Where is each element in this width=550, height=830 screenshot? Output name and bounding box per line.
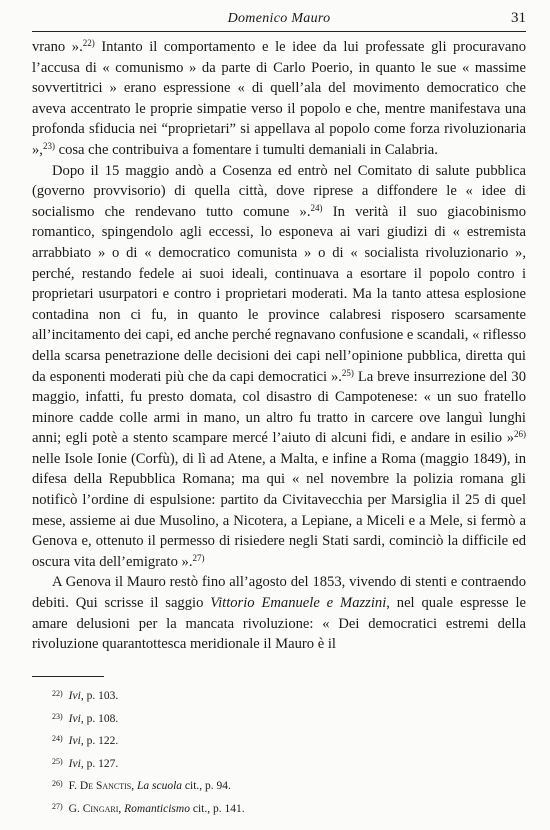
footnote-ref: 23) — [42, 140, 55, 151]
header-rule — [32, 31, 526, 32]
text-run: La breve insurrezione del 30 maggio, infatti, fu presto domata, col disastro di Campotenese: « un suo fratello minore cadde colle armi in mano, un altro fu tratto in carcere ove languì lunghi anni; egli potè a stento scampare mercé l’aiuto di alcuni fidi, e andare in esilio » — [32, 368, 526, 447]
footnote-rule — [32, 676, 104, 677]
footnote-number: 27) — [52, 801, 63, 811]
footnote-source: Ivi — [68, 735, 81, 748]
footnote-details: , p. 127. — [80, 757, 119, 770]
paragraph — [32, 572, 526, 654]
footnote-author: F. De Sanctis — [68, 780, 132, 793]
footnote-ref: 27) — [192, 552, 205, 563]
running-head: Domenico Mauro — [227, 11, 331, 26]
footnote-ref: 25) — [341, 367, 354, 378]
text-run: Dopo il 15 maggio andò a Cosenza ed entrò nel Comitato di salute pubblica (governo provvisorio) di quella città, dove riprese a diffondere le « idee di socialismo che rendevano tutto comune ». — [32, 162, 526, 220]
text-run: In verità il suo giacobinismo romantico, spingendolo agli eccessi, lo esponeva ai vari giudizi di « estremista arrabbiato » o di « democratico comunista » o di « socialista rivoluzionario », perché, restando fedele ai suoi ideali, continuava a esortare il popolo contro i proprietari usurpatori e contro i proprietari moderati. Ma la tanto attesa esplosione contadina non ci fu, in quanto le province calabresi risposero scarsamente all’incitamento dei capi, ed anche perché regnavano confusione e scandali, « riflesso della scarsa penetrazione delle decisioni dei capi nell’opinione pubblica, diretta qui da esponenti moderati più che da capi democratici ». — [32, 203, 527, 385]
text-run: Intanto il comportamento e le idee da lui professate gli procuravano l’accusa di « comunismo » da parte di Carlo Poerio, in quanto le sue « massime sovvertitrici » erano espressione « di quell’ala del movimento democratico che aveva accentrato le proprie simpatie verso il popolo e che, mentre manifestava una profonda sfiducia nei “proprietari” si appellava al popolo come forza rivoluzionaria », — [32, 39, 526, 158]
footnote-details: , p. 103. — [80, 690, 119, 702]
footnote — [52, 752, 512, 775]
footnote — [52, 707, 512, 730]
footnote: $^{27)}$ G. Cingari, Romanticismo cit., p. 141. — [52, 801, 245, 815]
footnote-number: 22) — [52, 689, 63, 698]
italic-title: Vittorio Emanuele e Mazzini — [210, 595, 387, 612]
footnote-source: Ivi — [68, 712, 81, 725]
footnote-source: Romanticismo — [124, 802, 190, 815]
body-text — [32, 37, 526, 655]
text-run: cosa che contribuiva a fomentare i tumulti demaniali in Calabria. — [54, 141, 438, 158]
footnote — [52, 684, 512, 707]
footnote-details: , p. 108. — [80, 712, 119, 725]
text-run: , nel quale espresse le amare delusioni per la mancata rivoluzione: « Dei democratici estremi della rivoluzione quarantottesca meridionale il Mauro è il — [32, 595, 526, 653]
text-run: A Genova il Mauro restò fino all’agosto del 1853, vivendo di stenti e contraendo debiti. Qui scrisse il saggio — [32, 574, 526, 612]
page-header — [32, 8, 526, 32]
footnote-details: cit., p. 94. — [182, 780, 231, 793]
footnote-details: , p. 122. — [80, 735, 119, 748]
footnote-source: La scuola — [137, 780, 183, 793]
footnote-number: 25) — [52, 756, 63, 766]
footnote-ref: 26) — [514, 429, 526, 440]
footnote-number: 26) — [52, 779, 63, 789]
paragraph — [32, 37, 526, 161]
page-number: 31 — [511, 10, 526, 26]
footnote-number: 24) — [52, 734, 63, 744]
footnote-source: Ivi — [68, 690, 81, 702]
footnote — [52, 729, 512, 752]
footnote: $^{26)}$ F. De Sanctis, La scuola cit., p. 94. — [52, 779, 231, 793]
footnote-ref: 22) — [82, 38, 95, 48]
footnote-author: G. Cingari — [68, 802, 119, 815]
footnote-details: cit., p. 141. — [189, 802, 245, 815]
paragraph — [32, 161, 526, 573]
text-run: vrano ». — [32, 39, 83, 55]
footnote-ref: 24) — [310, 202, 323, 213]
footnote-number: 23) — [52, 711, 63, 721]
text-run: nelle Isole Ionie (Corfù), di lì ad Atene, a Malta, e infine a Roma (maggio 1849), in difesa della Repubblica Romana; ma qui « nel novembre la polizia romana gli notificò l’ordine di espulsione: partito da Civitavecchia per Marsiglia il 25 di quel mese, assieme ai due Musolino, a Nicotera, a Lepiane, a Miceli e a Mele, si fermò a Genova e, ottenuto il permesso di risiedere negli Stati sardi, cominciò la difficile ed oscura vita dell’emigrato ». — [32, 450, 526, 570]
footnote-source: Ivi — [68, 757, 81, 770]
footnotes — [52, 684, 512, 820]
